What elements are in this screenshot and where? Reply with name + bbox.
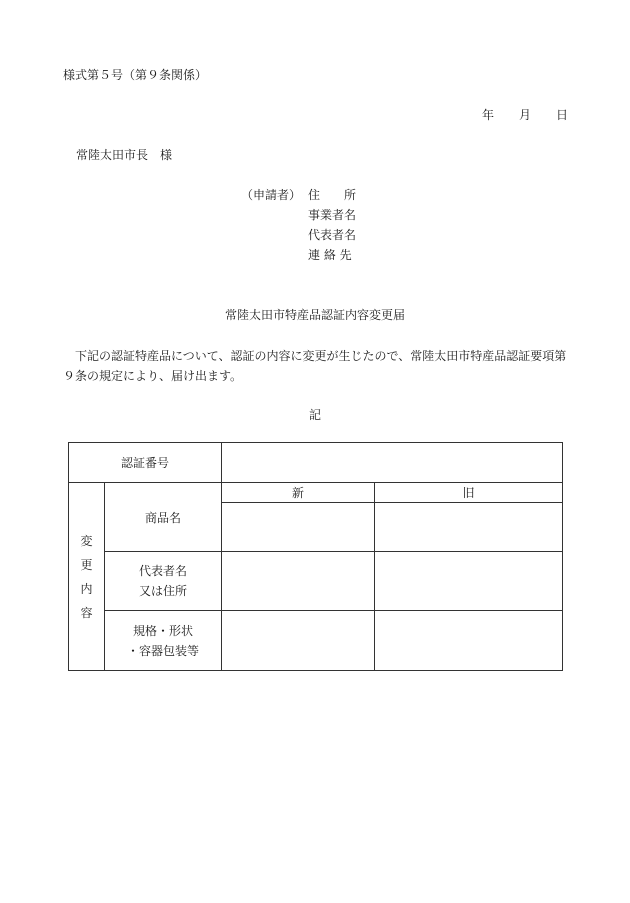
ki-heading: 記 <box>308 408 321 422</box>
form-id: 様式第５号（第９条関係） <box>63 68 208 82</box>
body-text: 下記の認証特産品について、認証の内容に変更が生じたので、常陸太田市特産品認証要項第９条の規定により、届け出ます。 <box>63 349 567 383</box>
row-label-product-name: 商品名 <box>105 483 222 552</box>
table-row-spec <box>69 611 563 671</box>
spec-new-cell[interactable] <box>222 611 375 671</box>
cert-number-value[interactable] <box>222 443 563 483</box>
change-content-label: 変 更 内 容 <box>69 483 105 671</box>
table-row-representative <box>69 552 563 611</box>
applicant-representative-label: 代表者名 <box>308 228 357 242</box>
spec-old-cell[interactable] <box>375 611 563 671</box>
cert-number-label: 認証番号 <box>69 443 222 483</box>
table-row-cert-number <box>69 443 563 483</box>
change-table <box>68 442 563 671</box>
date-day-label: 日 <box>556 108 569 122</box>
date-year-label: 年 <box>482 108 495 122</box>
document-title: 常陸太田市特産品認証内容変更届 <box>224 308 405 322</box>
row-label-representative: 代表者名 又は住所 <box>105 552 222 611</box>
applicant-contact-label: 連 絡 先 <box>308 248 352 262</box>
date-month-label: 月 <box>519 108 532 122</box>
product-name-old-cell[interactable] <box>375 503 563 552</box>
recipient: 常陸太田市長 様 <box>76 148 173 162</box>
row-label-spec-packaging: 規格・形状 ・容器包装等 <box>105 611 222 671</box>
col-header-new: 新 <box>222 483 375 503</box>
representative-new-cell[interactable] <box>222 552 375 611</box>
table-row-header <box>69 483 563 503</box>
col-header-old: 旧 <box>375 483 563 503</box>
product-name-new-cell[interactable] <box>222 503 375 552</box>
representative-old-cell[interactable] <box>375 552 563 611</box>
applicant-address-label: 住 所 <box>308 188 357 202</box>
applicant-label: （申請者） <box>241 188 302 202</box>
applicant-business-name-label: 事業者名 <box>308 208 357 222</box>
